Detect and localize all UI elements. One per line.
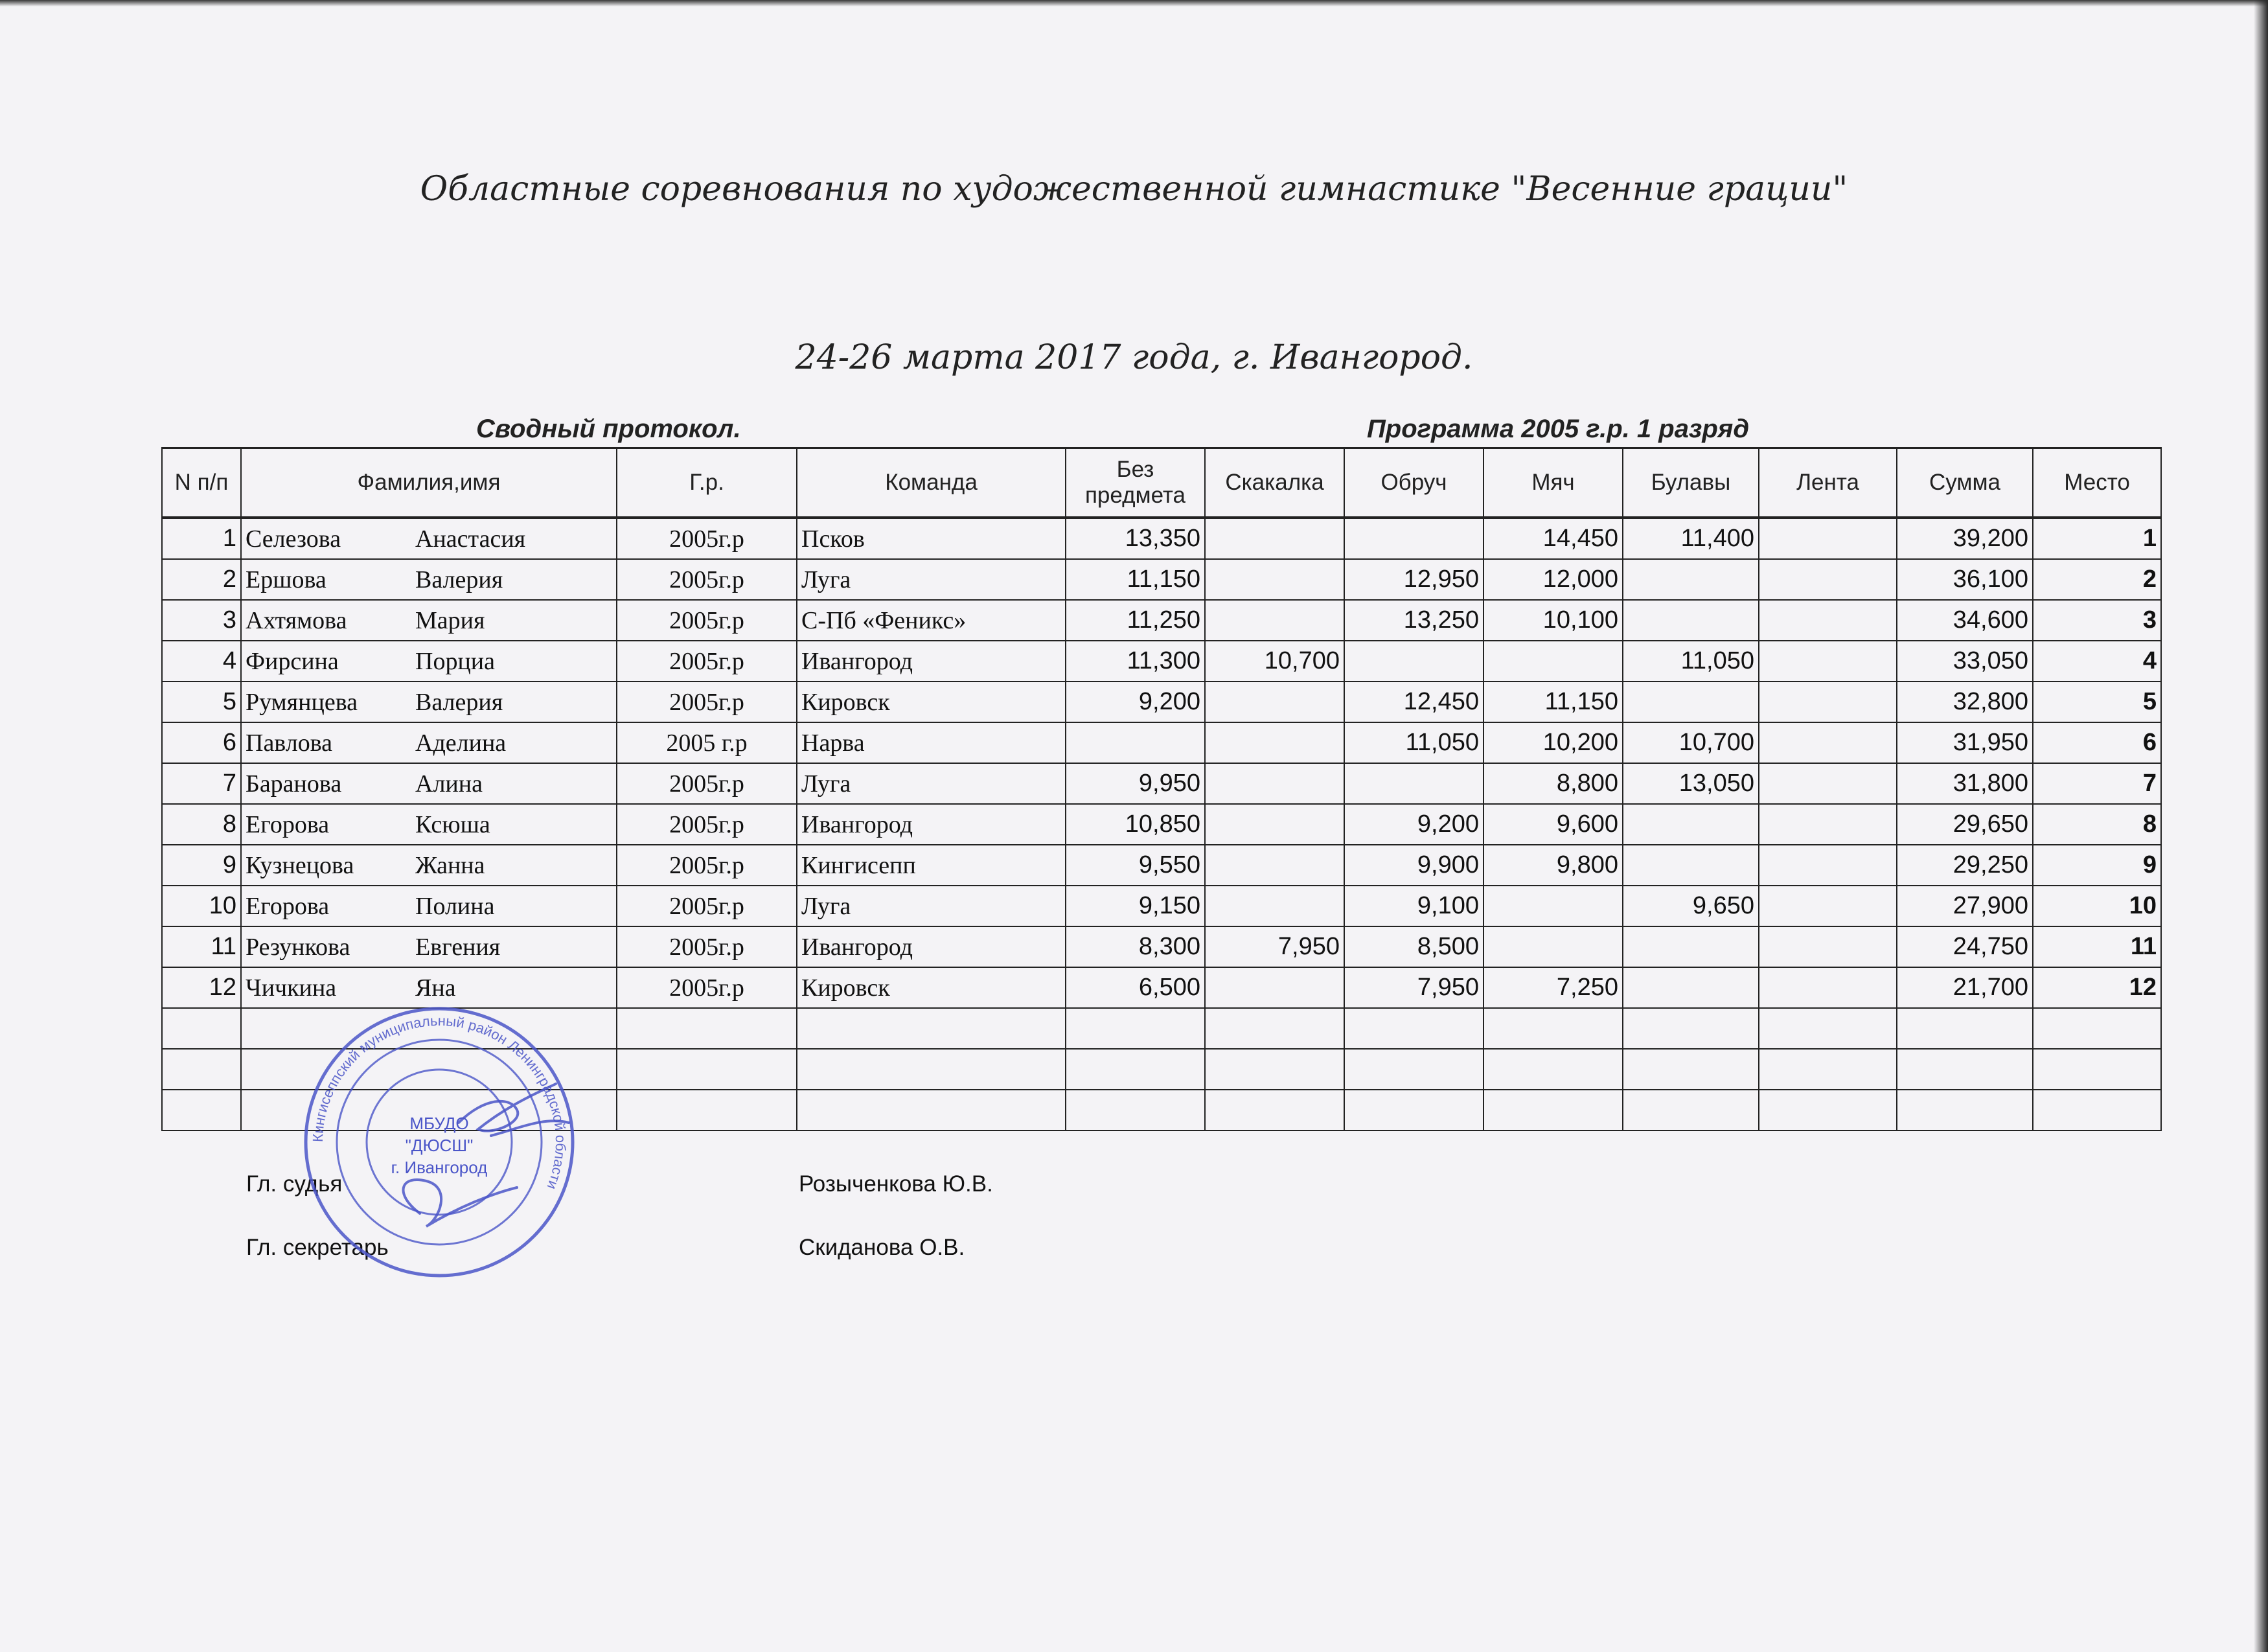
cell-rope: 10,700 (1205, 641, 1344, 682)
empty-cell (1623, 1008, 1759, 1049)
col-header-year: Г.р. (617, 448, 797, 518)
cell-clubs (1623, 600, 1759, 641)
surname: Павлова (246, 729, 333, 757)
cell-total: 29,650 (1897, 804, 2033, 845)
empty-cell (1759, 1090, 1897, 1130)
cell-year: 2005 г.р (617, 722, 797, 763)
cell-no-apparatus: 8,300 (1066, 926, 1205, 967)
cell-place: 11 (2033, 926, 2161, 967)
cell-number: 12 (162, 967, 241, 1008)
cell-rope (1205, 967, 1344, 1008)
cell-ribbon (1759, 722, 1897, 763)
cell-clubs (1623, 804, 1759, 845)
surname: Баранова (246, 770, 342, 797)
cell-place: 2 (2033, 559, 2161, 600)
cell-clubs: 13,050 (1623, 763, 1759, 804)
cell-place: 6 (2033, 722, 2161, 763)
table-row (162, 804, 2161, 845)
cell-clubs: 11,050 (1623, 641, 1759, 682)
cell-name (241, 804, 617, 845)
surname: Фирсина (246, 647, 339, 675)
cell-name (241, 926, 617, 967)
cell-name (241, 641, 617, 682)
empty-cell (1066, 1049, 1205, 1090)
cell-team: Луга (797, 559, 1066, 600)
table-row (162, 722, 2161, 763)
surname: Кузнецова (246, 851, 354, 879)
first-name: Порциа (415, 647, 495, 675)
cell-clubs: 10,700 (1623, 722, 1759, 763)
cell-place: 12 (2033, 967, 2161, 1008)
surname: Резункова (246, 933, 350, 961)
cell-number: 11 (162, 926, 241, 967)
cell-year: 2005г.р (617, 886, 797, 926)
empty-cell (162, 1008, 241, 1049)
cell-ribbon (1759, 559, 1897, 600)
document-title: Областные соревнования по художественной гимнастике "Весенние грации" (420, 170, 1848, 209)
scan-edge-right (2254, 0, 2268, 1652)
cell-hoop: 9,100 (1344, 886, 1483, 926)
col-header-ball: Мяч (1483, 448, 1623, 518)
table-row (162, 518, 2161, 559)
cell-no-apparatus: 11,300 (1066, 641, 1205, 682)
cell-no-apparatus (1066, 722, 1205, 763)
table-row (162, 641, 2161, 682)
cell-team: С-Пб «Феникс» (797, 600, 1066, 641)
official-stamp (297, 1000, 582, 1285)
cell-team: Псков (797, 518, 1066, 559)
cell-hoop: 7,950 (1344, 967, 1483, 1008)
empty-cell (1897, 1008, 2033, 1049)
judge-name: Розыченкова Ю.В. (799, 1171, 993, 1197)
cell-hoop (1344, 518, 1483, 559)
empty-cell (617, 1049, 797, 1090)
cell-name (241, 600, 617, 641)
cell-ribbon (1759, 682, 1897, 722)
cell-hoop (1344, 641, 1483, 682)
cell-clubs (1623, 559, 1759, 600)
first-name: Валерия (415, 566, 503, 593)
cell-year: 2005г.р (617, 967, 797, 1008)
cell-name (241, 722, 617, 763)
table-row (162, 763, 2161, 804)
cell-ball (1483, 926, 1623, 967)
cell-no-apparatus: 9,150 (1066, 886, 1205, 926)
cell-clubs: 11,400 (1623, 518, 1759, 559)
cell-ribbon (1759, 926, 1897, 967)
cell-team: Луга (797, 886, 1066, 926)
cell-place: 5 (2033, 682, 2161, 722)
cell-total: 32,800 (1897, 682, 2033, 722)
col-header-hoop: Обруч (1344, 448, 1483, 518)
cell-hoop: 13,250 (1344, 600, 1483, 641)
cell-clubs (1623, 926, 1759, 967)
table-row (162, 845, 2161, 886)
cell-ball: 8,800 (1483, 763, 1623, 804)
cell-rope: 7,950 (1205, 926, 1344, 967)
cell-number: 7 (162, 763, 241, 804)
cell-total: 33,050 (1897, 641, 2033, 682)
cell-name (241, 559, 617, 600)
cell-total: 36,100 (1897, 559, 2033, 600)
cell-hoop (1344, 763, 1483, 804)
empty-cell (1066, 1008, 1205, 1049)
cell-ball (1483, 886, 1623, 926)
empty-cell (1897, 1090, 2033, 1130)
cell-rope (1205, 600, 1344, 641)
cell-number: 6 (162, 722, 241, 763)
cell-year: 2005г.р (617, 926, 797, 967)
program-label: Программа 2005 г.р. 1 разряд (1367, 415, 1750, 443)
cell-team: Кировск (797, 967, 1066, 1008)
first-name: Евгения (415, 933, 501, 961)
empty-cell (1344, 1008, 1483, 1049)
empty-cell (2033, 1049, 2161, 1090)
cell-year: 2005г.р (617, 763, 797, 804)
surname: Румянцева (246, 688, 358, 716)
table-row (162, 559, 2161, 600)
cell-total: 31,950 (1897, 722, 2033, 763)
cell-clubs (1623, 682, 1759, 722)
cell-hoop: 11,050 (1344, 722, 1483, 763)
cell-hoop: 8,500 (1344, 926, 1483, 967)
cell-name (241, 682, 617, 722)
empty-cell (1623, 1049, 1759, 1090)
cell-place: 7 (2033, 763, 2161, 804)
cell-number: 9 (162, 845, 241, 886)
secretary-signature-scribble (404, 1180, 517, 1226)
cell-no-apparatus: 9,950 (1066, 763, 1205, 804)
col-header-no-apparatus: Без предмета (1066, 448, 1205, 518)
surname: Чичкина (246, 974, 337, 1002)
first-name: Жанна (415, 851, 485, 879)
empty-cell (1759, 1008, 1897, 1049)
cell-hoop: 12,950 (1344, 559, 1483, 600)
first-name: Валерия (415, 688, 503, 716)
cell-team: Ивангород (797, 926, 1066, 967)
cell-ribbon (1759, 967, 1897, 1008)
cell-hoop: 9,200 (1344, 804, 1483, 845)
cell-rope (1205, 559, 1344, 600)
cell-no-apparatus: 10,850 (1066, 804, 1205, 845)
cell-place: 4 (2033, 641, 2161, 682)
cell-ribbon (1759, 804, 1897, 845)
cell-year: 2005г.р (617, 559, 797, 600)
table-row (162, 926, 2161, 967)
empty-cell (1897, 1049, 2033, 1090)
empty-cell (1759, 1049, 1897, 1090)
col-header-number: N п/п (162, 448, 241, 518)
cell-ball: 10,100 (1483, 600, 1623, 641)
cell-no-apparatus: 11,250 (1066, 600, 1205, 641)
empty-cell (162, 1049, 241, 1090)
cell-clubs: 9,650 (1623, 886, 1759, 926)
table-row (162, 886, 2161, 926)
cell-number: 4 (162, 641, 241, 682)
empty-cell (797, 1090, 1066, 1130)
cell-no-apparatus: 9,550 (1066, 845, 1205, 886)
cell-ball: 12,000 (1483, 559, 1623, 600)
surname: Селезова (246, 525, 341, 553)
empty-cell (1205, 1090, 1344, 1130)
cell-year: 2005г.р (617, 518, 797, 559)
empty-cell (797, 1049, 1066, 1090)
stamp-line-2: "ДЮСШ" (405, 1136, 474, 1155)
stamp-line-1: МБУДО (409, 1114, 469, 1133)
surname: Ахтямова (246, 606, 347, 634)
table-row (162, 600, 2161, 641)
cell-team: Кингисепп (797, 845, 1066, 886)
empty-cell (1483, 1008, 1623, 1049)
empty-cell (1623, 1090, 1759, 1130)
surname: Егорова (246, 810, 330, 838)
cell-ribbon (1759, 845, 1897, 886)
judge-label: Гл. судья (246, 1171, 343, 1197)
cell-rope (1205, 804, 1344, 845)
protocol-label: Сводный протокол. (476, 415, 741, 443)
secretary-label: Гл. секретарь (246, 1235, 389, 1260)
cell-name (241, 763, 617, 804)
cell-name (241, 886, 617, 926)
cell-name (241, 845, 617, 886)
cell-ribbon (1759, 886, 1897, 926)
cell-rope (1205, 763, 1344, 804)
cell-team: Кировск (797, 682, 1066, 722)
cell-place: 9 (2033, 845, 2161, 886)
empty-cell (797, 1008, 1066, 1049)
cell-year: 2005г.р (617, 804, 797, 845)
cell-ball: 10,200 (1483, 722, 1623, 763)
cell-name (241, 518, 617, 559)
empty-cell (1483, 1049, 1623, 1090)
stamp-line-3: г. Ивангород (391, 1158, 488, 1177)
cell-year: 2005г.р (617, 682, 797, 722)
cell-year: 2005г.р (617, 845, 797, 886)
cell-total: 39,200 (1897, 518, 2033, 559)
empty-cell (617, 1008, 797, 1049)
empty-cell (1205, 1008, 1344, 1049)
cell-hoop: 12,450 (1344, 682, 1483, 722)
cell-rope (1205, 722, 1344, 763)
cell-number: 2 (162, 559, 241, 600)
cell-ball: 7,250 (1483, 967, 1623, 1008)
first-name: Алина (415, 770, 483, 797)
cell-total: 21,700 (1897, 967, 2033, 1008)
first-name: Анастасия (415, 525, 526, 553)
cell-rope (1205, 682, 1344, 722)
cell-number: 1 (162, 518, 241, 559)
cell-no-apparatus: 11,150 (1066, 559, 1205, 600)
col-header-team: Команда (797, 448, 1066, 518)
cell-total: 34,600 (1897, 600, 2033, 641)
cell-year: 2005г.р (617, 600, 797, 641)
col-header-total: Сумма (1897, 448, 2033, 518)
cell-no-apparatus: 9,200 (1066, 682, 1205, 722)
empty-cell (2033, 1090, 2161, 1130)
cell-team: Луга (797, 763, 1066, 804)
cell-number: 3 (162, 600, 241, 641)
cell-total: 31,800 (1897, 763, 2033, 804)
cell-ball: 9,600 (1483, 804, 1623, 845)
cell-rope (1205, 886, 1344, 926)
surname: Егорова (246, 892, 330, 920)
cell-ball: 14,450 (1483, 518, 1623, 559)
cell-team: Ивангород (797, 804, 1066, 845)
cell-total: 24,750 (1897, 926, 2033, 967)
empty-cell (2033, 1008, 2161, 1049)
cell-ribbon (1759, 518, 1897, 559)
cell-ball: 11,150 (1483, 682, 1623, 722)
empty-cell (1066, 1090, 1205, 1130)
cell-place: 3 (2033, 600, 2161, 641)
cell-rope (1205, 518, 1344, 559)
empty-cell (162, 1090, 241, 1130)
col-header-clubs: Булавы (1623, 448, 1759, 518)
date-place: 24-26 марта 2017 года, г. Ивангород. (795, 338, 1473, 377)
scan-edge-top (0, 0, 2268, 6)
col-header-rope: Скакалка (1205, 448, 1344, 518)
cell-ribbon (1759, 763, 1897, 804)
cell-total: 29,250 (1897, 845, 2033, 886)
cell-no-apparatus: 6,500 (1066, 967, 1205, 1008)
first-name: Яна (415, 974, 456, 1002)
cell-number: 8 (162, 804, 241, 845)
cell-place: 8 (2033, 804, 2161, 845)
cell-number: 10 (162, 886, 241, 926)
surname: Ершова (246, 566, 326, 593)
empty-cell (1344, 1090, 1483, 1130)
cell-clubs (1623, 967, 1759, 1008)
first-name: Аделина (415, 729, 507, 757)
cell-no-apparatus: 13,350 (1066, 518, 1205, 559)
cell-hoop: 9,900 (1344, 845, 1483, 886)
cell-clubs (1623, 845, 1759, 886)
empty-cell (1344, 1049, 1483, 1090)
cell-number: 5 (162, 682, 241, 722)
secretary-name: Скиданова О.В. (799, 1235, 965, 1260)
cell-ball: 9,800 (1483, 845, 1623, 886)
first-name: Мария (415, 606, 485, 634)
empty-cell (1205, 1049, 1344, 1090)
cell-ribbon (1759, 600, 1897, 641)
table-header-row (162, 448, 2161, 518)
stamp-ring-text: Кингисеппский муниципальный район Ленинградской области (309, 1012, 569, 1192)
cell-team: Нарва (797, 722, 1066, 763)
cell-year: 2005г.р (617, 641, 797, 682)
cell-place: 10 (2033, 886, 2161, 926)
first-name: Полина (415, 892, 495, 920)
cell-ball (1483, 641, 1623, 682)
cell-total: 27,900 (1897, 886, 2033, 926)
first-name: Ксюша (415, 810, 490, 838)
col-header-name: Фамилия,имя (241, 448, 617, 518)
table-row (162, 682, 2161, 722)
cell-place: 1 (2033, 518, 2161, 559)
cell-ribbon (1759, 641, 1897, 682)
cell-team: Ивангород (797, 641, 1066, 682)
empty-cell (617, 1090, 797, 1130)
col-header-place: Место (2033, 448, 2161, 518)
cell-rope (1205, 845, 1344, 886)
empty-cell (1483, 1090, 1623, 1130)
col-header-ribbon: Лента (1759, 448, 1897, 518)
